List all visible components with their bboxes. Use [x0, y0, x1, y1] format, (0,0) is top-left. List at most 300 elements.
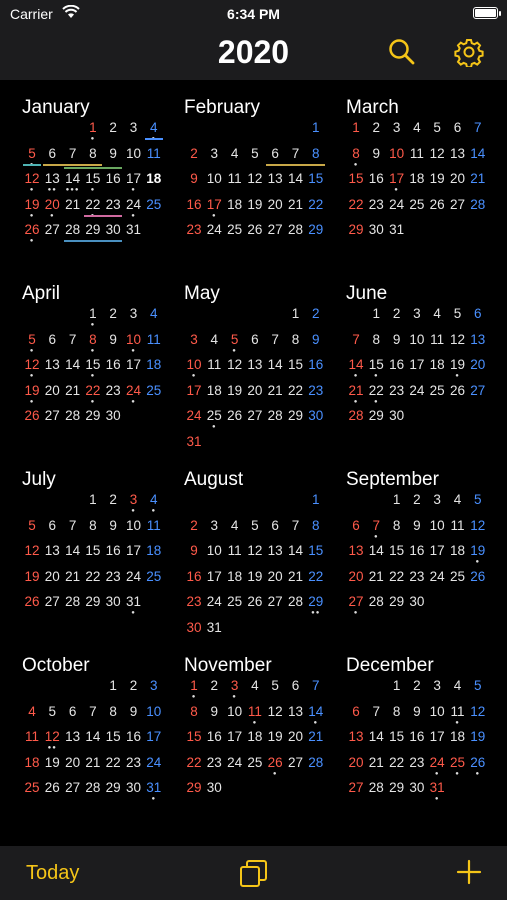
day-cell[interactable]: 14 [368, 729, 384, 744]
day-cell[interactable]: 23 [105, 382, 121, 398]
day-cell[interactable]: 29 [85, 408, 101, 423]
day-cell[interactable]: 11 [207, 357, 222, 372]
day-cell[interactable]: 5 [433, 120, 441, 135]
day-cell[interactable]: 4 [150, 306, 158, 321]
day-cell[interactable]: 17 [125, 543, 142, 558]
day-cell[interactable]: 16 [125, 729, 142, 744]
day-cell[interactable]: 7 [312, 678, 320, 693]
day-cell[interactable]: 26 [247, 222, 263, 237]
day-cell[interactable]: 6 [352, 517, 360, 533]
day-cell[interactable]: 14 [287, 543, 304, 558]
day-cell[interactable]: 3 [433, 678, 441, 693]
day-cell[interactable]: 17 [429, 543, 445, 558]
day-cell[interactable]: 15 ● [366, 355, 386, 381]
day-cell[interactable]: 14 [287, 171, 304, 186]
day-cell[interactable]: 23 [105, 196, 121, 212]
day-cell[interactable]: 1 [352, 120, 360, 135]
day-cell[interactable]: 26 [227, 408, 243, 423]
day-cell[interactable]: 15 [186, 729, 202, 744]
day-cell[interactable]: 17 ● [387, 169, 407, 195]
day-cell[interactable]: 16 [105, 357, 121, 372]
day-cell[interactable]: 19 [247, 568, 263, 584]
month-june[interactable] [346, 283, 507, 469]
copy-icon[interactable] [238, 858, 270, 895]
day-cell[interactable]: 22 [348, 196, 364, 212]
day-cell[interactable]: 6 [48, 517, 57, 533]
day-cell[interactable]: 29 ●● [306, 592, 326, 618]
day-cell[interactable]: 8 ● [83, 330, 103, 356]
day-cell[interactable]: 8 [372, 331, 381, 347]
month-february[interactable] [184, 97, 346, 283]
day-cell[interactable]: 19 ● [448, 355, 468, 381]
day-cell[interactable]: 9 [372, 145, 381, 161]
day-cell[interactable]: 31 [389, 222, 405, 237]
day-cell[interactable]: 14 [470, 145, 486, 161]
day-cell[interactable]: 3 [433, 492, 441, 507]
day-cell[interactable]: 4 [251, 678, 259, 693]
day-cell[interactable]: 26 ● [265, 753, 285, 779]
day-cell[interactable]: 7 [372, 703, 381, 719]
day-cell[interactable]: 11 [227, 171, 242, 186]
day-cell[interactable]: 12 [24, 543, 40, 558]
day-cell[interactable]: 9 [129, 703, 138, 719]
day-cell[interactable]: 21 [368, 754, 384, 770]
day-cell[interactable]: 2 [129, 678, 138, 693]
month-march[interactable] [346, 97, 507, 283]
month-september[interactable] [346, 469, 507, 655]
day-cell[interactable]: 6 [352, 703, 360, 719]
day-cell[interactable]: 3 [210, 517, 219, 533]
day-cell[interactable]: 29 [186, 780, 202, 795]
day-cell[interactable]: 26 [449, 382, 466, 398]
day-cell[interactable]: 22 [389, 754, 405, 770]
day-cell[interactable]: 12 [247, 543, 263, 558]
today-button[interactable]: Today [26, 862, 80, 884]
day-cell[interactable]: 10 [206, 543, 222, 558]
day-cell[interactable]: 4 [230, 145, 239, 161]
day-cell[interactable]: 8 [89, 517, 97, 533]
day-cell[interactable]: 15 ● [83, 355, 103, 381]
day-cell[interactable]: 28 [308, 754, 324, 770]
day-cell[interactable]: 10 [125, 517, 142, 533]
day-cell[interactable]: 21 [308, 729, 324, 744]
day-cell[interactable]: 11 [409, 145, 424, 161]
day-cell[interactable]: 9 [109, 145, 117, 161]
day-cell[interactable]: 1 ● [184, 676, 204, 702]
day-cell[interactable]: 2 [190, 517, 198, 533]
day-cell[interactable]: 7 ● [366, 516, 386, 542]
day-cell[interactable]: 20 [348, 754, 364, 770]
day-cell[interactable]: 6 [48, 331, 57, 347]
day-cell[interactable]: 25 [429, 382, 445, 398]
day-cell[interactable]: 14 [368, 543, 384, 558]
day-cell[interactable]: 18 [24, 754, 40, 770]
day-cell[interactable]: 25 ● [204, 406, 224, 432]
day-cell[interactable]: 25 ● [448, 753, 468, 779]
day-cell[interactable]: 5 [453, 306, 462, 321]
day-cell[interactable]: 18 [206, 382, 222, 398]
day-cell[interactable]: 11 ● [245, 702, 265, 728]
day-cell[interactable]: 29 [368, 408, 384, 423]
day-cell[interactable]: 12 [429, 145, 445, 161]
day-cell[interactable]: 26 ● [22, 220, 42, 246]
day-cell[interactable]: 2 [392, 306, 401, 321]
day-cell[interactable]: 30 [409, 594, 425, 609]
day-cell[interactable]: 29 [287, 408, 304, 423]
month-august[interactable] [184, 469, 346, 655]
day-cell[interactable]: 14 [85, 729, 101, 744]
day-cell[interactable]: 25 [146, 196, 162, 212]
day-cell[interactable]: 10 [125, 145, 142, 161]
day-cell[interactable]: 19 ● [22, 381, 42, 407]
day-cell[interactable]: 26 [44, 780, 60, 795]
day-cell[interactable]: 2 [109, 120, 117, 135]
day-cell[interactable]: 9 [109, 331, 117, 347]
day-cell[interactable]: 5 [48, 703, 57, 719]
day-cell[interactable]: 29 [389, 594, 405, 609]
month-january[interactable] [22, 97, 184, 283]
day-cell[interactable]: 11 [430, 331, 445, 347]
day-cell[interactable]: 3 [129, 306, 138, 321]
day-cell[interactable]: 31 ● [144, 778, 164, 804]
day-cell[interactable]: 21 [65, 568, 81, 584]
day-cell[interactable]: 19 [247, 196, 263, 212]
day-cell[interactable]: 4 [413, 120, 421, 135]
day-cell[interactable]: 3 [150, 678, 158, 693]
day-cell[interactable]: 26 [470, 568, 486, 584]
day-cell[interactable]: 6 [68, 703, 77, 719]
day-cell[interactable]: 25 [227, 222, 243, 237]
day-cell[interactable]: 29 [85, 594, 101, 609]
day-cell[interactable]: 12 ● [22, 355, 42, 381]
day-cell[interactable]: 3 [413, 306, 421, 321]
day-cell[interactable]: 24 [409, 382, 425, 398]
day-cell[interactable]: 24 [227, 754, 243, 770]
day-cell[interactable]: 17 ● [204, 195, 224, 221]
day-cell[interactable]: 25 [146, 568, 162, 584]
day-cell[interactable]: 7 [68, 517, 77, 533]
day-cell[interactable]: 2 [413, 678, 421, 693]
day-cell[interactable]: 5 ● [22, 330, 42, 356]
month-april[interactable] [22, 283, 184, 469]
day-cell[interactable]: 19 [44, 754, 60, 770]
day-cell[interactable]: 12 [267, 703, 283, 719]
day-cell[interactable]: 7 [68, 331, 77, 347]
day-cell[interactable]: 8 [312, 517, 320, 533]
day-cell[interactable]: 27 [267, 222, 283, 237]
day-cell[interactable]: 17 ● [124, 169, 144, 195]
day-cell[interactable]: 24 [206, 594, 222, 609]
day-cell[interactable]: 27 [267, 594, 283, 609]
day-cell[interactable]: 14 ● [346, 355, 366, 381]
day-cell[interactable]: 13 [470, 331, 486, 347]
day-cell[interactable]: 16 [186, 196, 202, 212]
day-cell[interactable]: 25 [24, 780, 40, 795]
day-cell[interactable]: 11 [146, 331, 161, 347]
day-cell[interactable]: 30 [308, 408, 324, 423]
day-cell[interactable]: 19 [227, 382, 243, 398]
day-cell[interactable]: 23 [368, 196, 384, 212]
day-cell[interactable]: 11 [450, 517, 465, 533]
day-cell[interactable]: 30 [105, 222, 121, 237]
day-cell[interactable]: 7 [68, 145, 77, 161]
day-cell[interactable]: 12 [247, 171, 263, 186]
day-cell[interactable]: 5 ● [225, 330, 245, 356]
day-cell[interactable]: 20 [247, 382, 263, 398]
day-cell[interactable]: 18 [449, 729, 466, 744]
day-cell[interactable]: 25 [146, 382, 162, 398]
day-cell[interactable]: 23 [186, 594, 202, 609]
day-cell[interactable]: 31 ● [427, 778, 447, 804]
day-cell[interactable]: 24 ● [124, 195, 144, 221]
day-cell[interactable]: 22 [83, 195, 103, 221]
day-cell[interactable]: 18 [146, 543, 162, 558]
day-cell[interactable]: 21 [287, 196, 304, 212]
day-cell[interactable]: 25 [247, 754, 263, 770]
day-cell[interactable]: 13 [65, 729, 81, 744]
day-cell[interactable]: 7 [89, 703, 97, 719]
day-cell[interactable]: 20 ● [42, 195, 62, 221]
day-cell[interactable]: 7 [291, 517, 300, 533]
day-cell[interactable]: 7 [352, 331, 360, 347]
day-cell[interactable]: 9 [109, 517, 117, 533]
day-cell[interactable]: 30 [105, 594, 121, 609]
day-cell[interactable]: 6 [48, 145, 57, 161]
day-cell[interactable]: 13 [267, 543, 283, 558]
day-cell[interactable]: 27 [348, 780, 364, 795]
day-cell[interactable]: 6 [271, 517, 279, 533]
day-cell[interactable]: 28 [287, 222, 304, 237]
day-cell[interactable]: 18 [409, 171, 425, 186]
day-cell[interactable]: 19 [429, 171, 445, 186]
day-cell[interactable]: 13 [449, 145, 466, 161]
day-cell[interactable]: 21 [65, 196, 81, 212]
day-cell[interactable]: 20 [449, 171, 466, 186]
day-cell[interactable]: 23 [308, 382, 324, 398]
day-cell[interactable]: 3 ● [225, 676, 245, 702]
day-cell[interactable]: 13 [348, 543, 364, 558]
day-cell[interactable]: 8 [392, 703, 401, 719]
day-cell[interactable]: 1 [392, 492, 401, 507]
day-cell[interactable]: 20 [287, 729, 304, 744]
day-cell[interactable]: 28 [267, 408, 283, 423]
day-cell[interactable]: 18 [144, 169, 164, 195]
day-cell[interactable]: 10 [206, 171, 222, 186]
day-cell[interactable]: 22 ● [366, 381, 386, 407]
day-cell[interactable]: 17 [429, 729, 445, 744]
day-cell[interactable]: 4 [210, 331, 219, 347]
day-cell[interactable]: 10 ● [124, 330, 144, 356]
day-cell[interactable]: 30 [368, 222, 384, 237]
day-cell[interactable]: 28 [287, 594, 304, 609]
day-cell[interactable]: 5 [474, 492, 482, 507]
day-cell[interactable]: 23 [125, 754, 142, 770]
day-cell[interactable]: 24 ● [124, 381, 144, 407]
day-cell[interactable]: 24 [389, 196, 405, 212]
day-cell[interactable]: 20 [348, 568, 364, 584]
day-cell[interactable]: 27 ● [346, 592, 366, 618]
day-cell[interactable]: 7 [291, 145, 300, 161]
day-cell[interactable]: 20 [44, 382, 60, 398]
day-cell[interactable]: 1 [109, 678, 117, 693]
day-cell[interactable]: 8 [89, 145, 97, 161]
month-december[interactable] [346, 655, 507, 841]
day-cell[interactable]: 22 [287, 382, 304, 398]
day-cell[interactable]: 15 [287, 357, 304, 372]
day-cell[interactable]: 2 [372, 120, 381, 135]
day-cell[interactable]: 22 [308, 196, 324, 212]
day-cell[interactable]: 31 [186, 433, 202, 449]
day-cell[interactable]: 16 [389, 357, 405, 372]
day-cell[interactable]: 20 [65, 754, 81, 770]
day-cell[interactable]: 31 [125, 222, 142, 237]
day-cell[interactable]: 21 [470, 171, 486, 186]
day-cell[interactable]: 9 [190, 171, 198, 186]
day-cell[interactable]: 20 [470, 357, 486, 372]
day-cell[interactable]: 16 [105, 171, 121, 186]
day-cell[interactable]: 12 [227, 357, 243, 372]
day-cell[interactable]: 12 [470, 703, 486, 719]
day-cell[interactable]: 8 [190, 703, 198, 719]
day-cell[interactable]: 28 [368, 594, 384, 609]
day-cell[interactable]: 24 [186, 408, 202, 423]
day-cell[interactable]: 19 [267, 729, 283, 744]
day-cell[interactable]: 4 [433, 306, 441, 321]
day-cell[interactable]: 26 [24, 408, 40, 423]
day-cell[interactable]: 3 [210, 145, 219, 161]
day-cell[interactable]: 21 ● [346, 381, 366, 407]
day-cell[interactable]: 23 [186, 222, 202, 237]
day-cell[interactable]: 14 [65, 543, 81, 558]
day-cell[interactable]: 28 [65, 222, 81, 237]
day-cell[interactable]: 24 ● [427, 753, 447, 779]
day-cell[interactable]: 12 [470, 517, 486, 533]
day-cell[interactable]: 13 [44, 543, 60, 558]
day-cell[interactable]: 4 ● [144, 490, 164, 516]
day-cell[interactable]: 15 [348, 171, 364, 186]
day-cell[interactable]: 17 [227, 729, 243, 744]
day-cell[interactable]: 16 [409, 729, 425, 744]
day-cell[interactable]: 12 [449, 331, 466, 347]
plus-icon[interactable] [455, 858, 483, 891]
day-cell[interactable]: 9 [210, 703, 219, 719]
day-cell[interactable]: 22 [389, 568, 405, 584]
day-cell[interactable]: 1 ● [83, 304, 103, 330]
day-cell[interactable]: 31 [206, 619, 222, 635]
day-cell[interactable]: 30 [105, 408, 121, 423]
day-cell[interactable]: 17 [206, 568, 222, 584]
day-cell[interactable]: 23 [105, 568, 121, 584]
day-cell[interactable]: 29 [105, 780, 121, 795]
day-cell[interactable]: 23 [206, 754, 222, 770]
day-cell[interactable]: 18 [227, 568, 243, 584]
day-cell[interactable]: 25 [409, 196, 425, 212]
day-cell[interactable]: 26 [24, 594, 40, 609]
day-cell[interactable]: 20 [44, 568, 60, 584]
day-cell[interactable]: 6 [271, 145, 279, 161]
day-cell[interactable]: 11 [227, 543, 242, 558]
day-cell[interactable]: 4 [453, 492, 462, 507]
day-cell[interactable]: 5 [271, 678, 279, 693]
search-icon[interactable] [387, 37, 417, 72]
day-cell[interactable]: 20 [267, 196, 283, 212]
day-cell[interactable]: 16 [368, 171, 384, 186]
day-cell[interactable]: 28 [65, 408, 81, 423]
day-cell[interactable]: 24 [125, 568, 142, 584]
day-cell[interactable]: 3 [190, 331, 198, 347]
day-cell[interactable]: 15 [85, 543, 101, 558]
day-cell[interactable]: 28 [85, 780, 101, 795]
day-cell[interactable]: 15 [389, 543, 405, 558]
day-cell[interactable]: 10 [429, 517, 445, 533]
day-cell[interactable]: 2 [312, 306, 320, 321]
day-cell[interactable]: 9 [392, 331, 401, 347]
day-cell[interactable]: 28 [348, 408, 364, 423]
day-cell[interactable]: 22 [186, 754, 202, 770]
day-cell[interactable]: 13 ●● [42, 169, 62, 195]
day-cell[interactable]: 2 [109, 492, 117, 507]
day-cell[interactable]: 1 [312, 120, 320, 135]
day-cell[interactable]: 11 [24, 729, 39, 744]
day-cell[interactable]: 21 [65, 382, 81, 398]
day-cell[interactable]: 8 [312, 145, 320, 161]
day-cell[interactable]: 28 [65, 594, 81, 609]
day-cell[interactable]: 27 [44, 408, 60, 423]
day-cell[interactable]: 1 [291, 306, 300, 321]
day-cell[interactable]: 27 [44, 222, 60, 237]
day-cell[interactable]: 18 [429, 357, 445, 372]
day-cell[interactable]: 18 [146, 357, 162, 372]
day-cell[interactable]: 21 [267, 382, 283, 398]
day-cell[interactable]: 15 [308, 171, 324, 186]
day-cell[interactable]: 22 ● [83, 381, 103, 407]
day-cell[interactable]: 21 [287, 568, 304, 584]
day-cell[interactable]: 3 [392, 120, 401, 135]
day-cell[interactable]: 16 [186, 568, 202, 584]
gear-icon[interactable] [454, 37, 484, 72]
day-cell[interactable]: 13 [44, 357, 60, 372]
day-cell[interactable]: 18 [449, 543, 466, 558]
day-cell[interactable]: 5 [22, 144, 42, 170]
month-november[interactable] [184, 655, 346, 841]
day-cell[interactable]: 4 [28, 703, 36, 719]
day-cell[interactable]: 17 [409, 357, 425, 372]
day-cell[interactable]: 1 [89, 492, 97, 507]
day-cell[interactable]: 28 [368, 780, 384, 795]
day-cell[interactable]: 30 [186, 619, 202, 635]
day-cell[interactable]: 4 [453, 678, 462, 693]
day-cell[interactable]: 30 [206, 780, 222, 795]
day-cell[interactable]: 2 [190, 145, 198, 161]
day-cell[interactable]: 28 [470, 196, 486, 212]
day-cell[interactable]: 15 [105, 729, 121, 744]
day-cell[interactable]: 29 [389, 780, 405, 795]
day-cell[interactable]: 25 [227, 594, 243, 609]
day-cell[interactable]: 8 [109, 703, 117, 719]
day-cell[interactable]: 25 [449, 568, 466, 584]
day-cell[interactable]: 19 [470, 729, 486, 744]
day-cell[interactable]: 6 [474, 306, 482, 321]
day-cell[interactable]: 7 [271, 331, 279, 347]
day-cell[interactable]: 6 [291, 678, 300, 693]
day-cell[interactable]: 14 ● [306, 702, 326, 728]
day-cell[interactable]: 4 [230, 517, 239, 533]
day-cell[interactable]: 16 [105, 543, 121, 558]
day-cell[interactable]: 16 [409, 543, 425, 558]
day-cell[interactable]: 3 ● [124, 490, 144, 516]
day-cell[interactable]: 1 ● [83, 118, 103, 144]
day-cell[interactable]: 12 ● [22, 169, 42, 195]
